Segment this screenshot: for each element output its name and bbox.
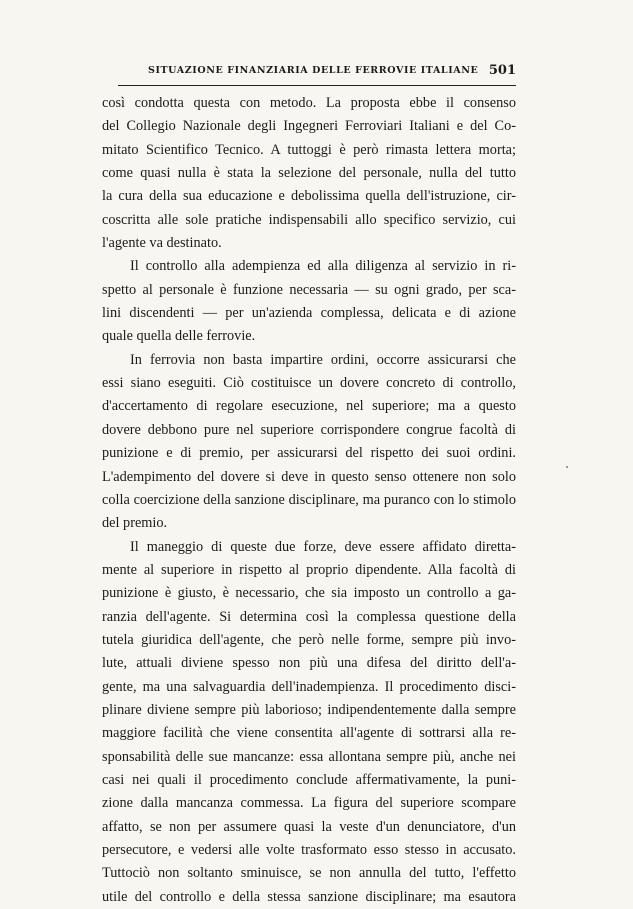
text-line: mitato Scientifico Tecnico. A tuttoggi è però rimasta lettera morta; xyxy=(102,141,516,158)
text-line: L'adempimento del dovere si deve in questo senso ottenere non solo xyxy=(102,468,516,485)
text-line: del Collegio Nazionale degli Ingegneri Ferroviari Italiani e del Co- xyxy=(102,118,516,135)
text-line: gente, ma una salvaguardia dell'inadempienza. Il procedimento disci- xyxy=(102,678,516,695)
body-text xyxy=(102,92,516,909)
text-line: tutela giuridica dell'agente, che però nelle forme, sempre più invo- xyxy=(102,631,516,648)
text-line: colla coercizione della sanzione disciplinare, ma puranco con lo stimolo xyxy=(102,491,516,508)
text-line: così condotta questa con metodo. La proposta ebbe il consenso xyxy=(102,95,516,111)
paragraph-first-line: In ferrovia non basta impartire ordini, occorre assicurarsi che xyxy=(130,351,516,368)
scan-speck xyxy=(566,466,568,468)
text-line: coscritta alle sole pratiche indispensabili allo specifico servizio, cui xyxy=(102,211,516,228)
text-line: sponsabilità delle sue mancanze: essa allontana sempre più, anche nei xyxy=(102,748,516,765)
text-line: d'accertamento di regolare esecuzione, nel superiore; ma a questo xyxy=(102,398,516,415)
running-title: SITUAZIONE FINANZIARIA DELLE FERROVIE ITALIANE xyxy=(148,65,479,76)
text-line: maggiore facilità che viene consentita all'agente di sottrarsi alla re- xyxy=(102,725,516,742)
text-line: punizione e di premio, per assicurarsi del rispetto dei suoi ordini. xyxy=(102,445,516,462)
text-line: lini discendenti — per un'azienda complessa, delicata e di azione xyxy=(102,305,516,322)
header-rule xyxy=(118,85,516,86)
text-line: dovere debbono pure nel superiore corrispondere congrue facoltà di xyxy=(102,421,516,438)
text-line: del premio. xyxy=(102,515,168,532)
text-line: utile del controllo e della stessa sanzione disciplinare; ma esautora xyxy=(102,888,516,905)
paragraph-first-line: Il controllo alla adempienza ed alla diligenza al servizio in ri- xyxy=(130,258,516,275)
text-line: plinare diviene sempre più laborioso; indipendentemente dalla sempre xyxy=(102,701,516,718)
text-line: come quasi nulla è stata la selezione del personale, nulla del tutto xyxy=(102,165,516,182)
text-line: essi siano eseguiti. Ciò costituisce un dovere concreto di controllo, xyxy=(102,375,516,392)
text-line: zione dalla mancanza commessa. La figura del superiore scompare xyxy=(102,795,516,812)
text-line: la cura della sua educazione e debolissima quella dell'istruzione, cir- xyxy=(102,188,516,205)
text-line: Tuttociò non soltanto sminuisce, se non annulla del tutto, l'effetto xyxy=(102,865,516,882)
text-line: persecutore, e vedersi alle volte trasformato esso stesso in accusato. xyxy=(102,842,516,858)
text-line: affatto, se non per assumere quasi la veste d'un denunciatore, d'un xyxy=(102,818,516,835)
text-line: lute, attuali diviene spesso non più una difesa del diritto dell'a- xyxy=(102,655,516,672)
paragraph-first-line: Il maneggio di queste due forze, deve essere affidato diretta- xyxy=(130,538,516,555)
page-number: 501 xyxy=(488,63,516,78)
text-line: ranzia dell'agente. Si determina così la complessa questione della xyxy=(102,608,516,625)
text-line: spetto al personale è funzione necessaria — su ogni grado, per sca- xyxy=(102,281,516,298)
text-line: l'agente va destinato. xyxy=(102,235,222,252)
text-line: punizione è giusto, è necessario, che sia imposto un controllo a ga- xyxy=(102,585,516,602)
text-line: mente al superiore in rispetto al proprio dipendente. Alla facoltà di xyxy=(102,561,516,578)
text-line: casi nei quali il procedimento conclude affermativamente, la puni- xyxy=(102,771,516,788)
text-line: quale quella delle ferrovie. xyxy=(102,328,256,345)
page-header xyxy=(118,63,516,85)
